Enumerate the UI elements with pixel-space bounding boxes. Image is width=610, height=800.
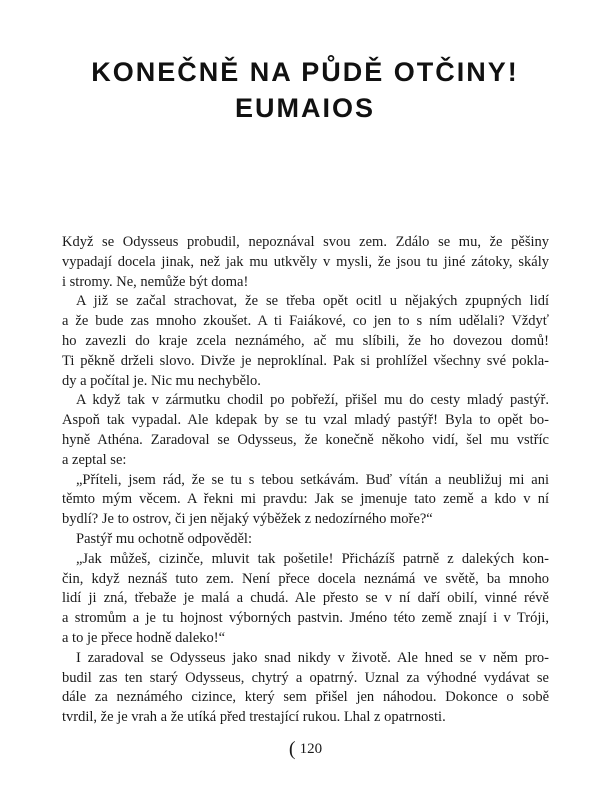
text-line: ho zavezli do kraje zcela neznámého, ač mu slíbili, že ho dovezou domů! xyxy=(62,332,549,349)
text-line: čin, když neznáš tuto zem. Není přece docela neznámá ve světě, ba mnoho xyxy=(62,570,549,587)
text-line: i stromy. Ne, nemůže být doma! xyxy=(62,273,249,290)
text-line: a stromům a je tu hojnost výborných pastvin. Jméno této země znají i v Tróji, xyxy=(62,610,549,627)
page-number-value: 120 xyxy=(299,740,323,757)
chapter-title: KONEČNĚ NA PŮDĚ OTČINY! xyxy=(91,57,519,87)
text-line: těmto mým věcem. A řekni mi pravdu: Jak se jmenuje tato země a kdo v ní xyxy=(62,491,549,508)
chapter-subtitle: EUMAIOS xyxy=(234,93,375,123)
text-line: A když tak v zármutku chodil po pobřeží, přišel mu do cesty mladý pastýř. xyxy=(76,392,549,409)
text-line: hyně Athéna. Zaradoval se Odysseus, že konečně někoho vidí, šel mu vstříc xyxy=(62,431,549,448)
text-line: lidí ji zná, třebaže je malá a chudá. Ale přesto se v ní daří obilí, vinné révě xyxy=(62,590,549,607)
text-line: a že bude zas mnoho zkoušet. A ti Faiákové, co jen to s ním udělali? Vždyť xyxy=(62,313,549,330)
text-line: Aspoň tak vypadal. Ale kdepak by se tu vzal mladý pastýř! Byla to opět bo- xyxy=(62,412,549,429)
text-line: a zeptal se: xyxy=(62,451,127,468)
text-line: bydlí? Je to ostrov, či jen nějaký výběžek z nedozírného moře?“ xyxy=(62,511,433,528)
page-content xyxy=(62,233,549,760)
page-number-bracket: ( xyxy=(288,737,296,760)
body-text xyxy=(62,233,549,728)
text-line: Když se Odysseus probudil, nepoznával svou zem. Zdálo se mu, že pěšiny xyxy=(62,234,549,250)
text-line: „Jak můžeš, cizinče, mluvit tak pošetile! Přicházíš patrně z dalekých kon- xyxy=(76,550,549,567)
text-line: dy a počítal je. Nic mu nechybělo. xyxy=(62,372,261,389)
text-line: tvrdil, že je vrah a že utíká před trestající rukou. Lhal z opatrnosti. xyxy=(62,709,446,726)
text-line: a to je přece hodně daleko!“ xyxy=(62,629,226,646)
text-line: budil zas ten starý Odysseus, chytrý a opatrný. Uznal za výhodné vydávat se xyxy=(62,669,549,686)
text-line: dále za neznámého cizince, který sem přišel jen náhodou. Dokonce o sobě xyxy=(62,689,549,706)
text-line: „Příteli, jsem rád, že se tu s tebou setkávám. Buď vítán a neubližuj mi ani xyxy=(76,471,549,488)
page-number xyxy=(62,738,549,760)
text-line: I zaradoval se Odysseus jako snad nikdy v životě. Ale hned se v něm pro- xyxy=(76,649,549,666)
text-line: Ti pěkně drželi slovo. Divže je neproklínal. Pak si prohlížel všechny své pokla- xyxy=(62,352,549,369)
text-line: vypadají docela jinak, než jak mu utkvěly v mysli, že jsou tu jiné zátoky, skály xyxy=(62,253,549,270)
text-line: Pastýř mu ochotně odpověděl: xyxy=(76,530,252,547)
text-line: A již se začal strachovat, že se třeba opět ocitl u nějakých zpupných lidí xyxy=(76,293,549,310)
